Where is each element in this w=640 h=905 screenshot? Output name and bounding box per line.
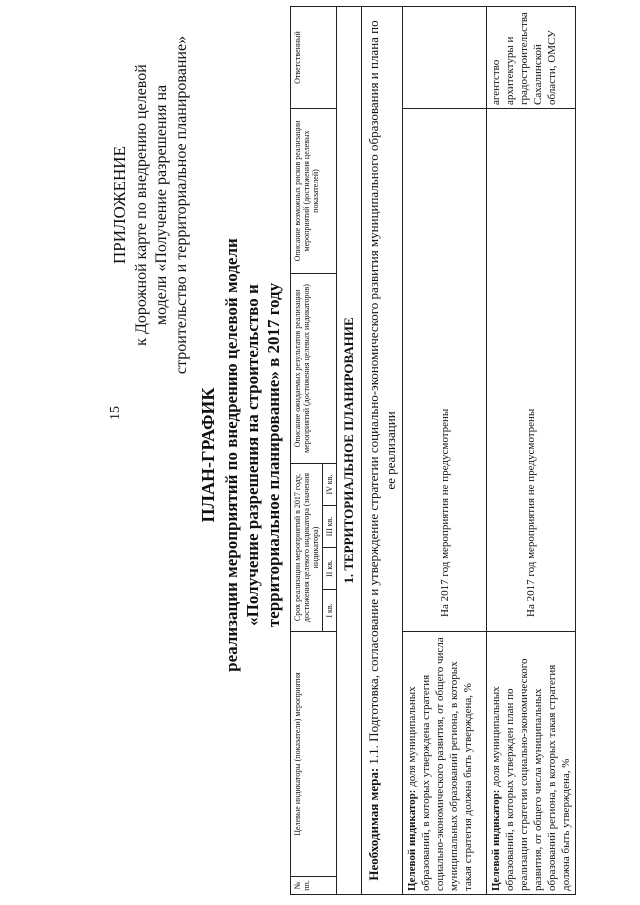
section-title: 1. ТЕРРИТОРИАЛЬНОЕ ПЛАНИРОВАНИЕ — [337, 7, 362, 895]
plan-title-line: территориальное планирование» в 2017 году — [264, 282, 283, 628]
indicator-cell — [487, 632, 576, 895]
merged-cell: На 2017 год мероприятия не предусмотрены — [487, 109, 576, 632]
plan-title — [198, 205, 284, 705]
header-q4: IV кв. — [323, 464, 337, 506]
header-q1: I кв. — [323, 590, 337, 632]
header-indicators: Целевые индикаторы (показатели) мероприятия — [291, 632, 337, 877]
responsible-cell: агентство архитектуры и градостроительства Сахалинской области, ОМСУ — [487, 7, 576, 109]
header-q3: III кв. — [323, 506, 337, 548]
plan-title-line: реализации мероприятий по внедрению целевой модели — [222, 238, 241, 672]
page-number: 15 — [108, 406, 123, 420]
measure-label: Необходимая мера: — [366, 767, 381, 881]
appendix-block — [110, 25, 192, 385]
header-q2: II кв. — [323, 548, 337, 590]
responsible-cell — [403, 7, 487, 109]
indicator-label: Целевой индикатор: — [490, 789, 502, 891]
indicator-cell — [403, 632, 487, 895]
table-row — [487, 7, 576, 895]
header-responsible: Ответственный — [291, 7, 337, 109]
header-risks: Описание возможных рисков реализации мероприятий (достижения целевых показателей) — [291, 109, 337, 274]
appendix-line: строительство и территориальное планирование» — [173, 35, 190, 375]
measure-row — [362, 7, 403, 895]
table-row — [403, 7, 487, 895]
indicator-text: доля муниципальных образований, в которых утвержден план по реализации стратегии социально-экономического развития, от общего числа муниципальных образований региона, в которых такая стратегия должна быть утверждена, % — [490, 658, 572, 891]
header-results: Описание ожидаемых результатов реализации мероприятий (достижения целевых индикаторов) — [291, 274, 337, 464]
plan-title-line: ПЛАН-ГРАФИК — [198, 387, 218, 523]
measure-cell — [362, 7, 403, 895]
header-num: № пп. — [291, 877, 337, 895]
merged-cell: На 2017 год мероприятия не предусмотрены — [403, 109, 487, 632]
indicator-text: доля муниципальных образований, в которых утверждена стратегия социально-экономического развития, от общего числа муниципальных образований региона, в которых такая стратегия должна быть утверждена, % — [406, 637, 474, 891]
header-deadline: Срок реализации мероприятий в 2017 году, достижения целевого индикатора (значения индикатора) — [291, 464, 323, 632]
plan-table — [290, 6, 576, 895]
appendix-line: модели «Получение разрешения на — [153, 84, 170, 326]
table-header-row — [291, 7, 323, 895]
plan-title-line: «Получение разрешения на строительство и — [243, 284, 262, 626]
measure-text: 1.1. Подготовка, согласование и утверждение стратегии социально-экономического развития муниципального образования и плана по ее реализации — [366, 20, 398, 765]
indicator-label: Целевой индикатор: — [406, 789, 418, 891]
appendix-title: ПРИЛОЖЕНИЕ — [110, 146, 129, 264]
appendix-line: к Дорожной карте по внедрению целевой — [133, 64, 150, 346]
section-row — [337, 7, 362, 895]
